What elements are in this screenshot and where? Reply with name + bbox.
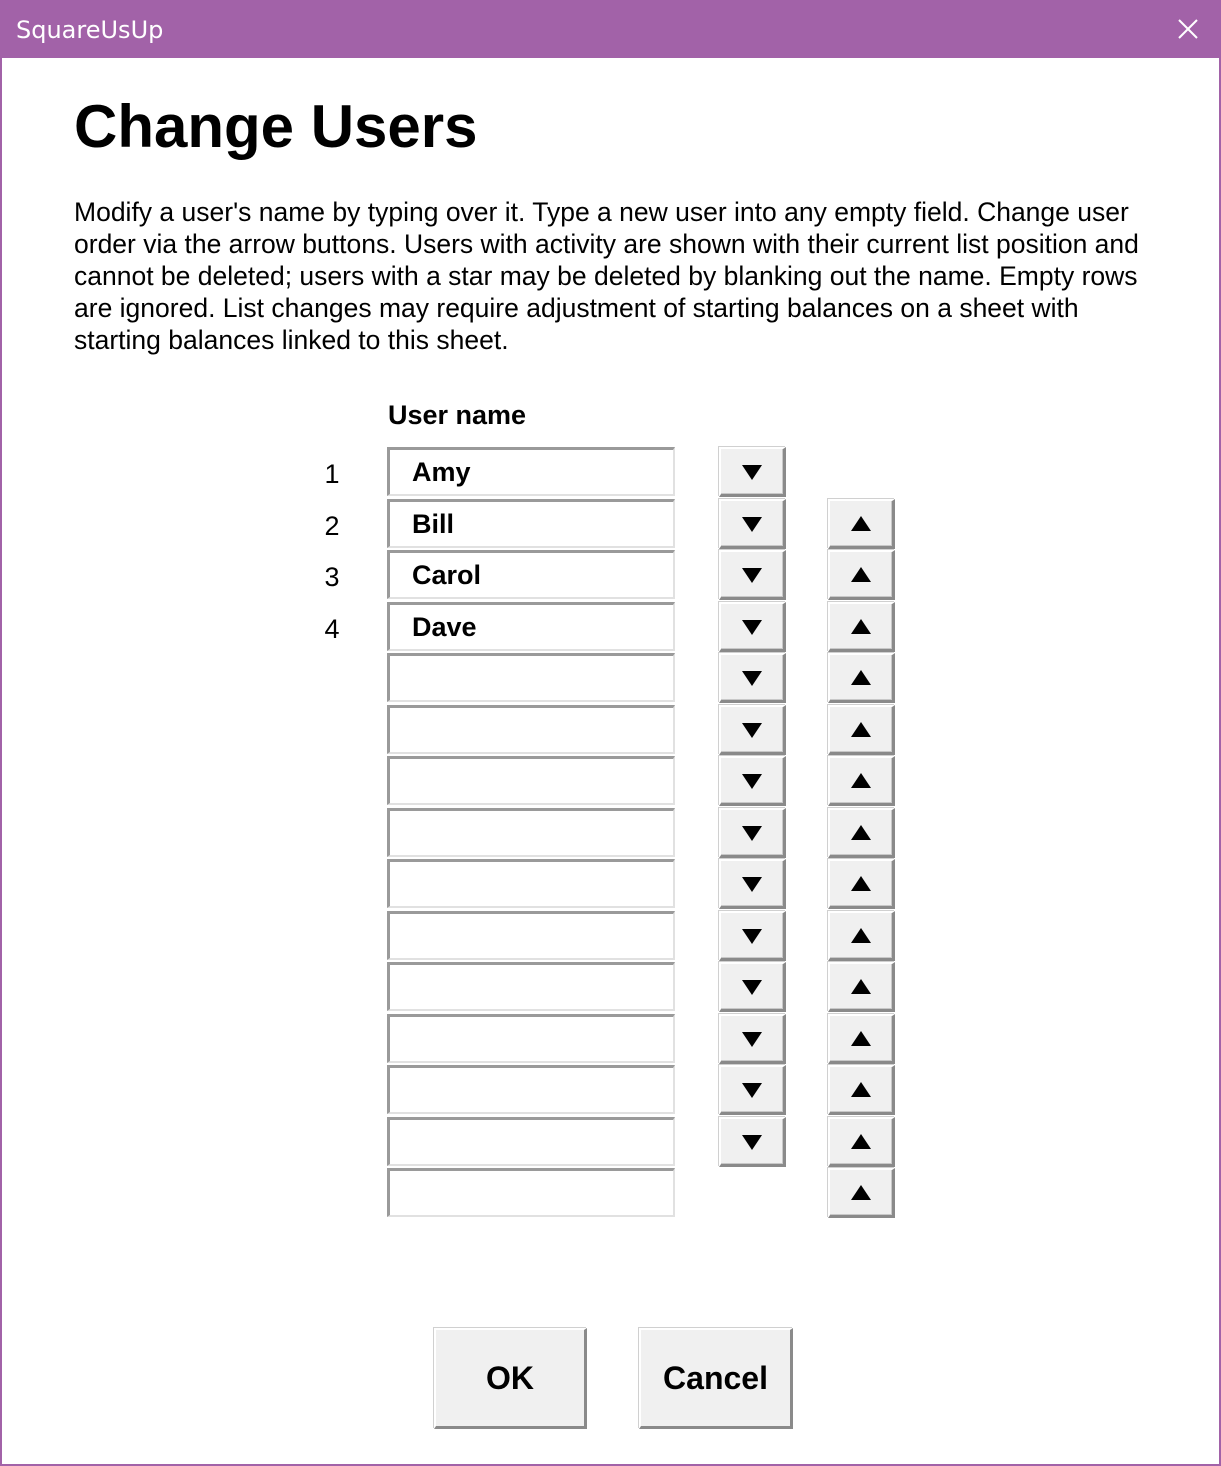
arrow-down-icon <box>741 1081 763 1099</box>
row-number: 2 <box>324 511 340 541</box>
arrow-up-icon <box>850 669 872 687</box>
arrow-down-icon <box>741 463 763 481</box>
arrow-up-icon <box>850 1184 872 1202</box>
move-up-button[interactable] <box>828 1014 895 1064</box>
move-up-button[interactable] <box>828 550 895 600</box>
arrow-down-icon <box>741 772 763 790</box>
move-up-button[interactable] <box>828 499 895 549</box>
page-title: Change Users <box>74 93 478 160</box>
move-down-button[interactable] <box>719 1014 786 1064</box>
arrow-down-icon <box>741 875 763 893</box>
row-number: 3 <box>324 562 340 592</box>
user-name-input[interactable] <box>387 1117 675 1166</box>
user-name-input[interactable] <box>387 499 675 548</box>
move-up-button[interactable] <box>828 653 895 703</box>
close-icon <box>1171 12 1205 46</box>
move-down-button[interactable] <box>719 499 786 549</box>
cancel-button[interactable]: Cancel <box>639 1328 793 1429</box>
move-down-button[interactable] <box>719 1065 786 1115</box>
arrow-up-icon <box>850 566 872 584</box>
arrow-down-icon <box>741 669 763 687</box>
move-down-button[interactable] <box>719 859 786 909</box>
arrow-down-icon <box>741 1030 763 1048</box>
user-name-input[interactable] <box>387 1065 675 1114</box>
arrow-up-icon <box>850 772 872 790</box>
user-name-input[interactable] <box>387 1014 675 1063</box>
arrow-up-icon <box>850 927 872 945</box>
user-name-input[interactable] <box>387 808 675 857</box>
arrow-up-icon <box>850 515 872 533</box>
move-down-button[interactable] <box>719 653 786 703</box>
arrow-up-icon <box>850 824 872 842</box>
move-up-button[interactable] <box>828 705 895 755</box>
arrow-up-icon <box>850 1030 872 1048</box>
ok-button[interactable]: OK <box>434 1328 587 1429</box>
title-bar <box>2 0 1221 58</box>
user-name-column-header: User name <box>388 400 527 430</box>
arrow-down-icon <box>741 1133 763 1151</box>
move-up-button[interactable] <box>828 962 895 1012</box>
move-down-button[interactable] <box>719 911 786 961</box>
arrow-down-icon <box>741 927 763 945</box>
row-number: 4 <box>324 614 340 644</box>
arrow-down-icon <box>741 515 763 533</box>
move-down-button[interactable] <box>719 808 786 858</box>
move-up-button[interactable] <box>828 911 895 961</box>
arrow-up-icon <box>850 721 872 739</box>
move-down-button[interactable] <box>719 602 786 652</box>
move-up-button[interactable] <box>828 859 895 909</box>
arrow-up-icon <box>850 875 872 893</box>
user-name-input[interactable] <box>387 653 675 702</box>
move-down-button[interactable] <box>719 447 786 497</box>
arrow-up-icon <box>850 1133 872 1151</box>
arrow-up-icon <box>850 618 872 636</box>
user-name-input[interactable] <box>387 705 675 754</box>
move-up-button[interactable] <box>828 1117 895 1167</box>
window-title: SquareUsUp <box>16 16 164 44</box>
close-button[interactable] <box>1171 12 1205 46</box>
arrow-down-icon <box>741 978 763 996</box>
move-down-button[interactable] <box>719 705 786 755</box>
move-down-button[interactable] <box>719 756 786 806</box>
move-up-button[interactable] <box>828 808 895 858</box>
move-up-button[interactable] <box>828 602 895 652</box>
user-name-input[interactable] <box>387 756 675 805</box>
arrow-up-icon <box>850 1081 872 1099</box>
move-up-button[interactable] <box>828 1065 895 1115</box>
arrow-down-icon <box>741 824 763 842</box>
arrow-up-icon <box>850 978 872 996</box>
arrow-down-icon <box>741 618 763 636</box>
user-name-input[interactable] <box>387 447 675 496</box>
user-name-input[interactable] <box>387 550 675 599</box>
row-number: 1 <box>324 459 340 489</box>
move-down-button[interactable] <box>719 550 786 600</box>
user-name-input[interactable] <box>387 962 675 1011</box>
instructions-text: Modify a user's name by typing over it. Type a new user into any empty field. Change user order via the arrow buttons. Users with activity are shown with their current list position and cannot be deleted; users with a star may be deleted by blanking out the name. Empty rows are ignored. List changes may require adjustment of starting balances on a sheet with starting balances linked to this sheet. <box>74 197 1139 355</box>
move-up-button[interactable] <box>828 1168 895 1218</box>
user-name-input[interactable] <box>387 911 675 960</box>
arrow-down-icon <box>741 721 763 739</box>
move-down-button[interactable] <box>719 1117 786 1167</box>
user-name-input[interactable] <box>387 859 675 908</box>
user-name-input[interactable] <box>387 602 675 651</box>
move-up-button[interactable] <box>828 756 895 806</box>
arrow-down-icon <box>741 566 763 584</box>
move-down-button[interactable] <box>719 962 786 1012</box>
user-name-input[interactable] <box>387 1168 675 1217</box>
